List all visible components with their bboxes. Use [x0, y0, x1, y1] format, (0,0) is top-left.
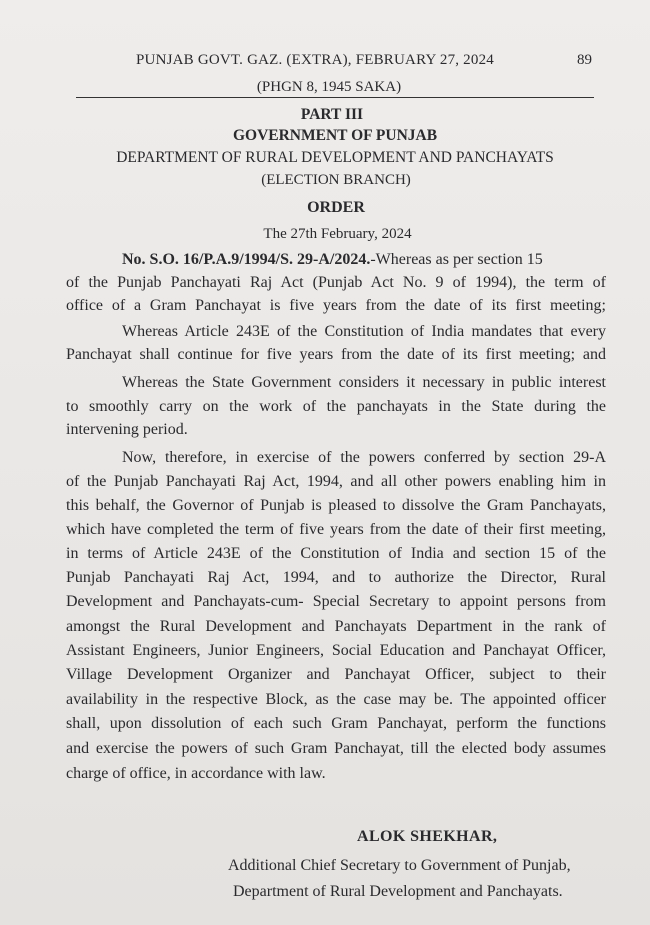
signatory-title: Additional Chief Secretary to Government of Punjab, — [228, 857, 571, 874]
paragraph-line: amongst the Rural Development and Panchayats Department in the rank of — [66, 618, 606, 635]
paragraph-line: Punjab Panchayati Raj Act, 1994, and to authorize the Director, Rural — [66, 569, 606, 586]
branch-heading: (ELECTION BRANCH) — [261, 172, 411, 188]
department-heading: DEPARTMENT OF RURAL DEVELOPMENT AND PANCHAYATS — [116, 149, 554, 166]
saka-line: (PHGN 8, 1945 SAKA) — [256, 79, 402, 95]
paragraph-line: of the Punjab Panchayati Raj Act, 1994, and all other powers enabling him in — [66, 473, 606, 490]
paragraph-line: Panchayat shall continue for five years from the date of its first meeting; and — [66, 346, 606, 363]
paragraph-line: shall, upon dissolution of each such Gram Panchayat, perform the functions — [66, 715, 606, 732]
paragraph-line: Village Development Organizer and Panchayat Officer, subject to their — [66, 666, 606, 683]
paragraph-line: No. S.O. 16/P.A.9/1994/S. 29-A/2024.-Whereas as per section 15 — [122, 251, 543, 268]
signatory-name: ALOK SHEKHAR, — [357, 828, 498, 845]
paragraph-line: Development and Panchayats-cum- Special Secretary to appoint persons from — [66, 593, 606, 610]
header-rule — [76, 97, 594, 98]
paragraph-line: availability in the respective Block, as the case may be. The appointed officer — [66, 691, 606, 708]
order-date: The 27th February, 2024 — [263, 226, 412, 242]
paragraph-line: charge of office, in accordance with law. — [66, 765, 326, 782]
order-reference: No. S.O. 16/P.A.9/1994/S. 29-A/2024. — [122, 251, 371, 268]
signatory-department: Department of Rural Development and Panchayats. — [233, 883, 563, 900]
paragraph-line: to smoothly carry on the work of the panchayats in the State during the — [66, 398, 606, 415]
gazette-header: PUNJAB GOVT. GAZ. (EXTRA), FEBRUARY 27, 2024 — [136, 52, 494, 68]
government-heading: GOVERNMENT OF PUNJAB — [232, 127, 438, 144]
paragraph-line: and exercise the powers of such Gram Panchayat, till the elected body assumes — [66, 740, 606, 757]
page-number: 89 — [577, 52, 592, 68]
part-heading: PART III — [300, 106, 364, 123]
paragraph-line: Whereas Article 243E of the Constitution of India mandates that every — [122, 323, 606, 340]
paragraph-line: Now, therefore, in exercise of the powers conferred by section 29-A — [122, 449, 606, 466]
paragraph-line: of the Punjab Panchayati Raj Act (Punjab Act No. 9 of 1994), the term of — [66, 274, 606, 291]
order-title: ORDER — [307, 199, 365, 216]
paragraph-line: which have completed the term of five years from the date of their first meeting, — [66, 521, 606, 538]
paragraph-line: intervening period. — [66, 421, 188, 438]
paragraph-line: Assistant Engineers, Junior Engineers, Social Education and Panchayat Officer, — [66, 642, 606, 659]
paragraph-line: in terms of Article 243E of the Constitution of India and section 15 of the — [66, 545, 606, 562]
paragraph-line: office of a Gram Panchayat is five years from the date of its first meeting; — [66, 297, 606, 314]
paragraph-line: Whereas the State Government considers it necessary in public interest — [122, 374, 606, 391]
paragraph-line: this behalf, the Governor of Punjab is pleased to dissolve the Gram Panchayats, — [66, 497, 606, 514]
